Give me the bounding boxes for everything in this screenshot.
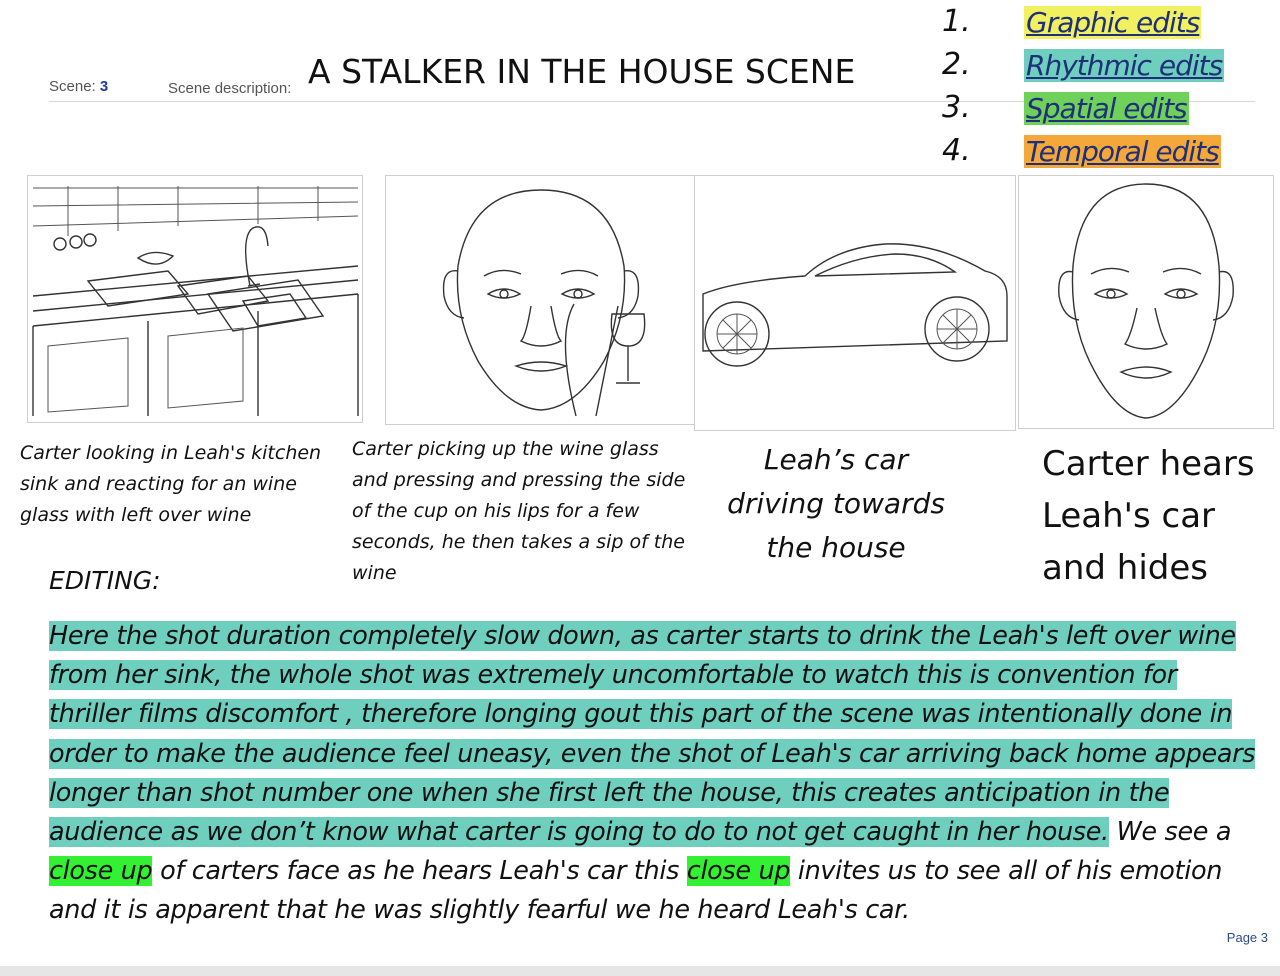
storyboard-panel-4	[1018, 175, 1274, 429]
storyboard-panel-2	[385, 175, 697, 425]
scene-description-label: Scene description:	[168, 80, 292, 97]
car-sketch-icon	[695, 176, 1015, 430]
storyboard-panel-1	[27, 175, 363, 423]
panel-1-caption: Carter looking in Leah's kitchen sink and reacting for an wine glass with left over wine	[20, 442, 322, 526]
legend-item-spatial: 3. Spatial edits	[942, 90, 1187, 125]
close-up-highlight: close up	[49, 856, 153, 887]
bottom-bar	[0, 966, 1280, 976]
editing-analysis-text: Here the shot duration completely slow down, as carter starts to drink the Leah's left over wine from her sink, the whole shot was extremely uncomfortable to watch this is convention for thriller films discomfort , therefore longing gout this part of the scene was intentionally done in order to make the audience feel uneasy, even the shot of Leah's car arriving back home appears longer than shot number one when she first left the house, this creates anticipation in the audience as we don’t know what carter is going to do to not get caught in her house. We see a close up of carters face as he hears Leah's car this close up invites us to see all of his emotion and it is apparent that he was slightly fearful we he heard Leah's car.	[49, 621, 1256, 926]
editing-heading: EDITING:	[49, 566, 161, 595]
face-sketch-icon	[1019, 176, 1273, 428]
panel-2-caption: Carter picking up the wine glass and pressing and pressing the side of the cup on his lips for a few seconds, he then takes a sip of the wine	[352, 438, 686, 584]
legend-item-graphic: 1. Graphic edits	[942, 4, 1200, 39]
rhythmic-edit-highlight: Here the shot duration completely slow down, as carter starts to drink the Leah's left over wine from her sink, the whole shot was extremely uncomfortable to watch this is convention for thriller films discomfort , therefore longing gout this part of the scene was intentionally done in order to make the audience feel uneasy, even the shot of Leah's car arriving back home appears longer than shot number one when she first left the house, this creates anticipation in the audience as we don’t know what carter is going to do to not get caught in her house.	[49, 621, 1256, 848]
panel-3-caption: Leah’s car driving towards the house	[727, 443, 945, 564]
page-title: A STALKER IN THE HOUSE SCENE	[308, 52, 856, 91]
legend-label-graphic: Graphic edits	[1026, 6, 1200, 39]
face-with-wine-glass-sketch-icon	[386, 176, 696, 424]
storyboard-panel-3	[694, 175, 1016, 431]
legend-item-temporal: 4. Temporal edits	[942, 133, 1219, 168]
page-number: Page 3	[1226, 930, 1268, 945]
legend-label-rhythmic: Rhythmic edits	[1026, 49, 1223, 82]
panel-4-caption: Carter hears Leah's car and hides	[1042, 444, 1255, 588]
scene-number: 3	[99, 78, 109, 95]
legend-item-rhythmic: 2. Rhythmic edits	[942, 47, 1223, 82]
close-up-highlight: close up	[686, 856, 791, 887]
legend-label-temporal: Temporal edits	[1026, 135, 1219, 168]
kitchen-sink-sketch-icon	[28, 176, 362, 422]
legend-label-spatial: Spatial edits	[1026, 92, 1187, 125]
scene-label: Scene: 3	[49, 78, 109, 95]
